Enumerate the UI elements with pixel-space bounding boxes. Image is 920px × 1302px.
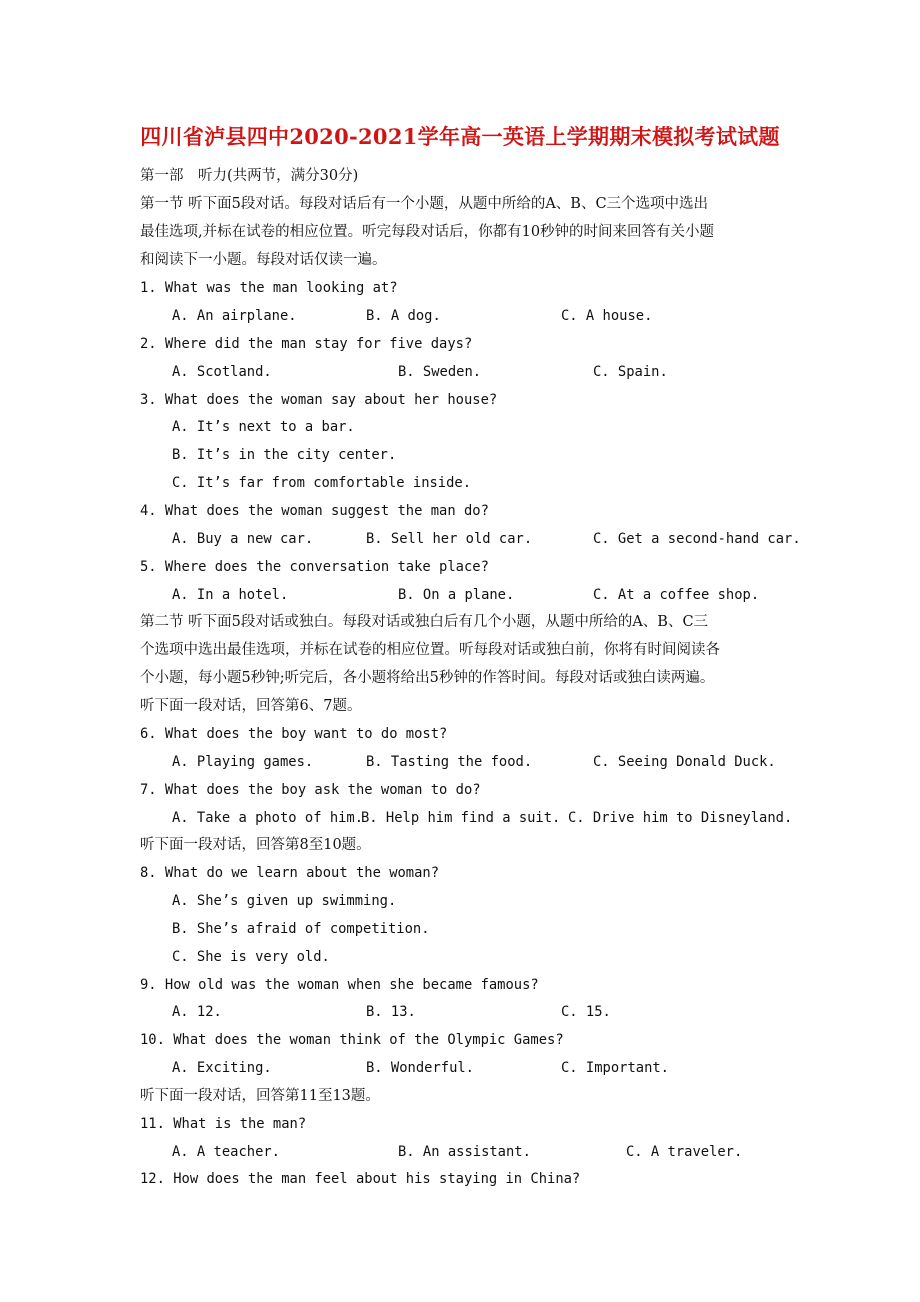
section1-intro-line: 第一节 听下面5段对话。每段对话后有一个小题，从题中所给的A、B、C三个选项中选出	[140, 196, 709, 212]
option-c: C. It’s far from comfortable inside.	[172, 475, 472, 491]
question-stem: 7. What does the boy ask the woman to do?	[140, 782, 481, 798]
option-c: C. Spain.	[593, 364, 668, 380]
option-a: A. 12.	[172, 1004, 222, 1020]
option-b: B. Wonderful.	[366, 1060, 474, 1076]
question-stem: 8. What do we learn about the woman?	[140, 865, 440, 881]
option-c: C. She is very old.	[172, 949, 330, 965]
option-c: C. Get a second-hand car.	[593, 531, 801, 547]
section2-intro-line: 第二节 听下面5段对话或独白。每段对话或独白后有几个小题，从题中所给的A、B、C三	[140, 614, 709, 630]
option-a: A. Scotland.	[172, 364, 272, 380]
question-stem: 11. What is the man?	[140, 1116, 307, 1132]
option-c: C. 15.	[561, 1004, 611, 1020]
option-a: A. Take a photo of him.	[172, 810, 364, 826]
option-c: C. Drive him to Disneyland.	[568, 810, 793, 826]
instruction: 听下面一段对话，回答第6、7题。	[140, 698, 362, 714]
option-b: B. Sweden.	[398, 364, 482, 380]
question-stem: 4. What does the woman suggest the man do?	[140, 503, 489, 519]
option-a: A. She’s given up swimming.	[172, 893, 397, 909]
option-a: A. Playing games.	[172, 754, 314, 770]
option-c: C. Important.	[561, 1060, 669, 1076]
question-stem: 9. How old was the woman when she became famous?	[140, 977, 539, 993]
section1-intro-line: 和阅读下一小题。每段对话仅读一遍。	[140, 252, 387, 268]
section1-intro-line: 最佳选项,并标在试卷的相应位置。听完每段对话后，你都有10秒钟的时间来回答有关小题	[140, 224, 715, 240]
option-c: C. A traveler.	[626, 1144, 743, 1160]
option-c: C. At a coffee shop.	[593, 587, 760, 603]
page-title: 四川省泸县四中2020-2021学年高一英语上学期期末模拟考试试题	[140, 124, 780, 149]
option-b: B. On a plane.	[398, 587, 515, 603]
option-b: B. 13.	[366, 1004, 416, 1020]
question-stem: 6. What does the boy want to do most?	[140, 726, 448, 742]
option-b: B. Tasting the food.	[366, 754, 533, 770]
question-stem: 10. What does the woman think of the Olympic Games?	[140, 1032, 564, 1048]
option-b: B. Help him find a suit.	[361, 810, 561, 826]
option-b: B. She’s afraid of competition.	[172, 921, 430, 937]
question-stem: 12. How does the man feel about his staying in China?	[140, 1171, 581, 1187]
option-a: A. In a hotel.	[172, 587, 289, 603]
option-b: B. A dog.	[366, 308, 441, 324]
option-c: C. A house.	[561, 308, 653, 324]
option-a: A. Exciting.	[172, 1060, 272, 1076]
option-a: A. A teacher.	[172, 1144, 280, 1160]
question-stem: 1. What was the man looking at?	[140, 280, 398, 296]
option-a: A. It’s next to a bar.	[172, 419, 355, 435]
instruction: 听下面一段对话，回答第8至10题。	[140, 837, 371, 853]
instruction: 听下面一段对话，回答第11至13题。	[140, 1088, 380, 1104]
option-a: A. Buy a new car.	[172, 531, 314, 547]
question-stem: 3. What does the woman say about her house?	[140, 392, 498, 408]
option-b: B. It’s in the city center.	[172, 447, 397, 463]
option-c: C. Seeing Donald Duck.	[593, 754, 776, 770]
section2-intro-line: 个小题，每小题5秒钟;听完后，各小题将给出5秒钟的作答时间。每段对话或独白读两遍。	[140, 670, 715, 686]
option-b: B. An assistant.	[398, 1144, 531, 1160]
part1-heading: 第一部 听力(共两节，满分30分)	[140, 168, 359, 184]
option-a: A. An airplane.	[172, 308, 297, 324]
option-b: B. Sell her old car.	[366, 531, 533, 547]
question-stem: 2. Where did the man stay for five days?	[140, 336, 473, 352]
question-stem: 5. Where does the conversation take place?	[140, 559, 489, 575]
section2-intro-line: 个选项中选出最佳选项，并标在试卷的相应位置。听每段对话或独白前，你将有时间阅读各	[140, 642, 720, 658]
